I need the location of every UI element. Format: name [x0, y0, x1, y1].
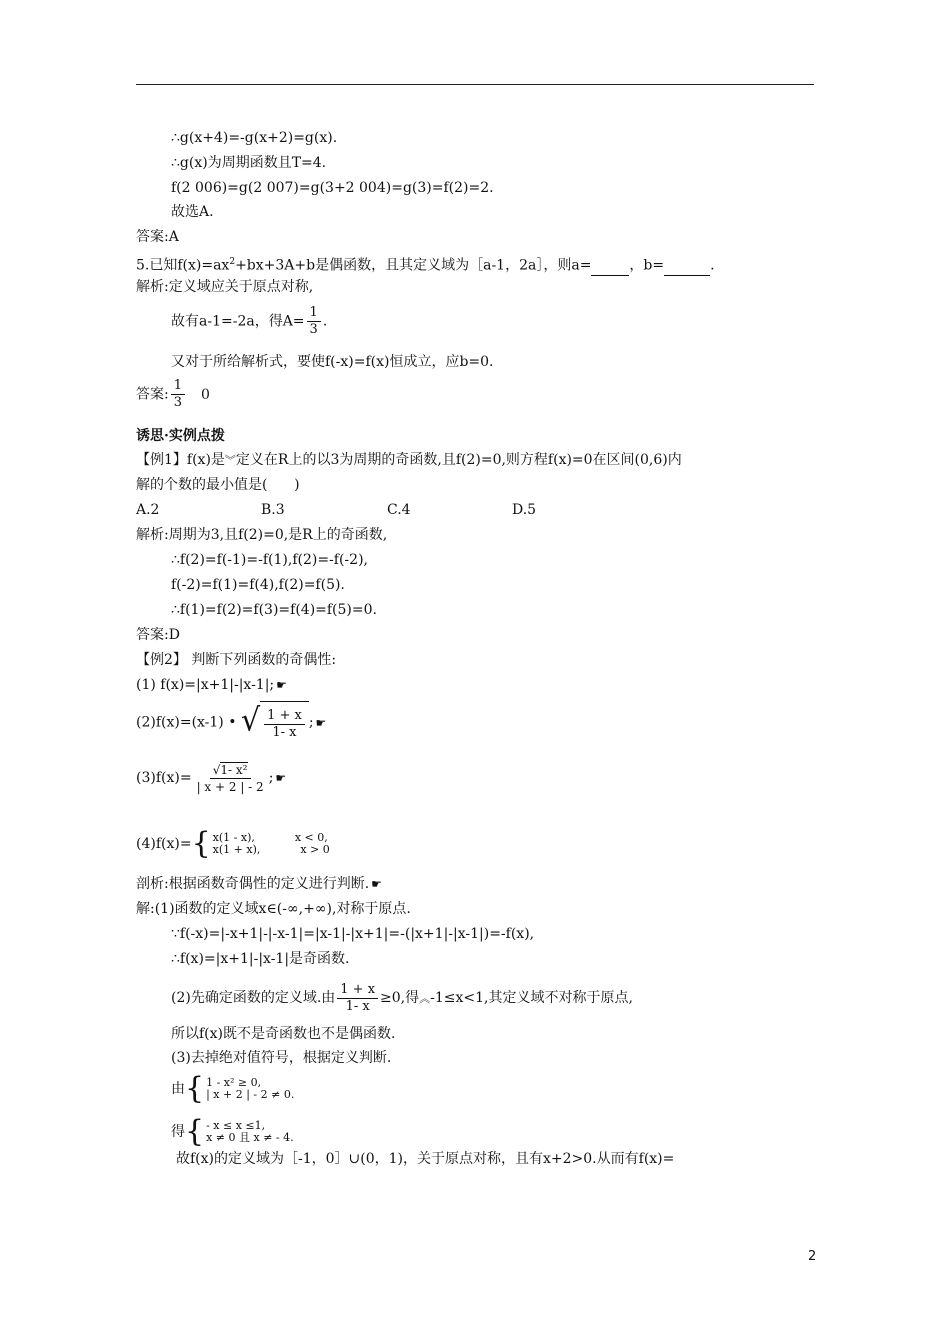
- text-segment: 故有a-1=-2a，得A=: [171, 313, 305, 330]
- hand-pointer-icon: ☛: [276, 678, 287, 692]
- text-line: 解的个数的最小值是( ): [136, 477, 300, 493]
- text-line: 所以f(x)既不是奇函数也不是偶函数.: [171, 1026, 396, 1042]
- system-inequality: [171, 1071, 295, 1106]
- text-line: f(-2)=f(1)=f(4),f(2)=f(5).: [171, 577, 345, 593]
- hand-pointer-icon: ☛: [315, 715, 327, 730]
- text-line-fraction: [171, 306, 327, 337]
- left-brace: {: [191, 826, 211, 861]
- piecewise: [191, 826, 330, 861]
- system: [185, 1114, 294, 1149]
- text-line: ∴g(x)为周期函数且T=4.: [171, 155, 327, 171]
- q5-part-a: 5.已知f(x)=ax: [136, 257, 230, 274]
- q5-part-c: ，b=: [629, 257, 665, 274]
- answer-blank-a: [591, 257, 629, 276]
- system-row: - x ≤ x ≤1,: [206, 1119, 266, 1132]
- system: [185, 1071, 295, 1106]
- item-2: [136, 701, 326, 744]
- text-segment: (1) f(x)=|x+1|-|x-1|;: [136, 677, 275, 693]
- text-segment: 【例1】f(x)是: [136, 452, 225, 468]
- case-condition: x > 0: [300, 843, 330, 856]
- text-line: 解析:周期为3,且f(2)=0,是R上的奇函数,: [136, 527, 388, 543]
- system-result: [171, 1114, 294, 1149]
- option-b: B.3: [261, 502, 285, 518]
- fraction-numerator: 1: [307, 306, 321, 322]
- hand-pointer-icon: ☛: [371, 877, 382, 891]
- fraction-denominator: | x + 2 | - 2: [196, 779, 264, 794]
- fraction: [171, 379, 185, 410]
- text-segment: 剖析:根据函数奇偶性的定义进行判断.: [136, 876, 370, 892]
- answer-line: 答案:D: [136, 627, 180, 643]
- radicand: [260, 701, 309, 744]
- radicand: 1- x²: [220, 762, 248, 777]
- text-segment: (3)f(x)=: [136, 770, 192, 786]
- option-a: A.2: [136, 502, 160, 518]
- text-segment: (4)f(x)=: [136, 836, 192, 852]
- text-line: 解析:定义域应关于原点对称,: [136, 279, 314, 295]
- text-line: ∴f(2)=f(-1)=-f(1),f(2)=-f(-2),: [171, 552, 368, 568]
- piecewise-rows: [213, 832, 330, 856]
- case-expression: x(1 + x),: [212, 843, 261, 856]
- text-segment: .: [322, 313, 328, 330]
- question-5: [136, 253, 715, 276]
- system-rows: [206, 1120, 294, 1144]
- text-segment: -1≤x<1,其定义域不对称于原点,: [430, 990, 633, 1006]
- fraction-denominator: 1- x: [272, 724, 297, 740]
- item-3: [136, 758, 286, 798]
- text-segment: (2)f(x)=(x-1) •: [136, 714, 237, 731]
- text-segment: 得: [171, 1124, 185, 1140]
- hand-pointer-icon: ☛: [275, 771, 287, 785]
- example-1-line: [136, 451, 682, 470]
- analysis-line: [136, 875, 382, 893]
- case-condition: x < 0,: [294, 831, 328, 844]
- system-row: | x + 2 | - 2 ≠ 0.: [206, 1088, 295, 1101]
- fraction: [307, 306, 321, 337]
- text-segment: ;: [268, 770, 274, 786]
- left-brace: {: [185, 1071, 205, 1106]
- text-segment: 定义在R上的以3为周期的奇函数,且f(2)=0,则方程f(x)=0在区间(0,6)内: [235, 452, 682, 468]
- square-root: [241, 701, 309, 744]
- decorative-mark-icon: ︽: [419, 992, 431, 1005]
- fraction: [264, 709, 305, 740]
- fraction-numerator: 1 + x: [337, 983, 378, 999]
- text-line: 故选A.: [171, 204, 214, 220]
- radical-sign: √: [240, 702, 261, 739]
- text-line: ∵f(-x)=|-x+1|-|-x-1|=|x-1|-|x+1|=-(|x+1|-|x-1|)=-f(x),: [171, 926, 535, 942]
- case-expression: x(1 - x),: [212, 831, 255, 844]
- text-segment: (2)先确定函数的定义域.由: [171, 990, 336, 1006]
- q5-part-b: +bx+3A+b是偶函数，且其定义域为［a-1，2a］，则a=: [235, 257, 592, 274]
- fraction-denominator: 3: [309, 322, 318, 337]
- option-d: D.5: [512, 502, 537, 518]
- text-line-fraction: [171, 981, 633, 1016]
- text-line: ∴f(x)=|x+1|-|x-1|是奇函数.: [171, 951, 350, 967]
- text-segment: ≥0,得: [380, 990, 420, 1006]
- answer-line-fraction: [136, 379, 210, 410]
- text-line: ∴g(x+4)=-g(x+2)=g(x).: [171, 130, 338, 146]
- text-line: ∴f(1)=f(2)=f(3)=f(4)=f(5)=0.: [171, 602, 377, 618]
- decorative-mark-icon: ︾: [224, 454, 236, 467]
- page-number: 2: [808, 1249, 817, 1264]
- text-line: 故f(x)的定义域为［-1，0］∪(0，1)，关于原点对称，且有x+2>0.从而有f(x)=: [176, 1151, 675, 1167]
- system-row: x ≠ 0 且 x ≠ - 4.: [206, 1131, 294, 1144]
- q5-part-d: .: [710, 257, 715, 274]
- header-rule: [136, 84, 814, 85]
- answer-blank-b: [664, 257, 710, 276]
- fraction: [194, 763, 267, 794]
- text-segment: ;: [308, 714, 314, 731]
- fraction: [337, 983, 378, 1014]
- answer-line: 答案:A: [136, 229, 179, 245]
- section-heading: 诱思·实例点拨: [136, 428, 225, 444]
- item-1: [136, 676, 287, 694]
- text-segment: 由: [171, 1081, 185, 1097]
- text-line: (3)去掉绝对值符号，根据定义判断.: [171, 1050, 392, 1066]
- text-line: 【例2】 判断下列函数的奇偶性:: [136, 652, 337, 668]
- fraction-numerator: 1: [171, 379, 185, 395]
- text-line: 又对于所给解析式，要使f(-x)=f(x)恒成立，应b=0.: [171, 354, 494, 370]
- text-segment: 答案:: [136, 386, 169, 403]
- fraction-denominator: 1- x: [345, 998, 370, 1014]
- system-row: 1 - x² ≥ 0,: [206, 1076, 262, 1089]
- option-c: C.4: [387, 502, 411, 518]
- left-brace: {: [185, 1114, 205, 1149]
- fraction-numerator: √1- x²: [210, 763, 251, 779]
- text-line: 解:(1)函数的定义域x∈(-∞,+∞),对称于原点.: [136, 901, 411, 917]
- fraction-denominator: 3: [173, 395, 182, 410]
- text-line: f(2 006)=g(2 007)=g(3+2 004)=g(3)=f(2)=2.: [171, 180, 494, 196]
- fraction-numerator: 1 + x: [264, 709, 305, 725]
- q5-superscript: 2: [229, 257, 236, 267]
- item-4: [136, 826, 330, 861]
- piecewise-row: [213, 844, 330, 856]
- text-segment: 0: [201, 386, 210, 403]
- system-rows: [206, 1077, 294, 1101]
